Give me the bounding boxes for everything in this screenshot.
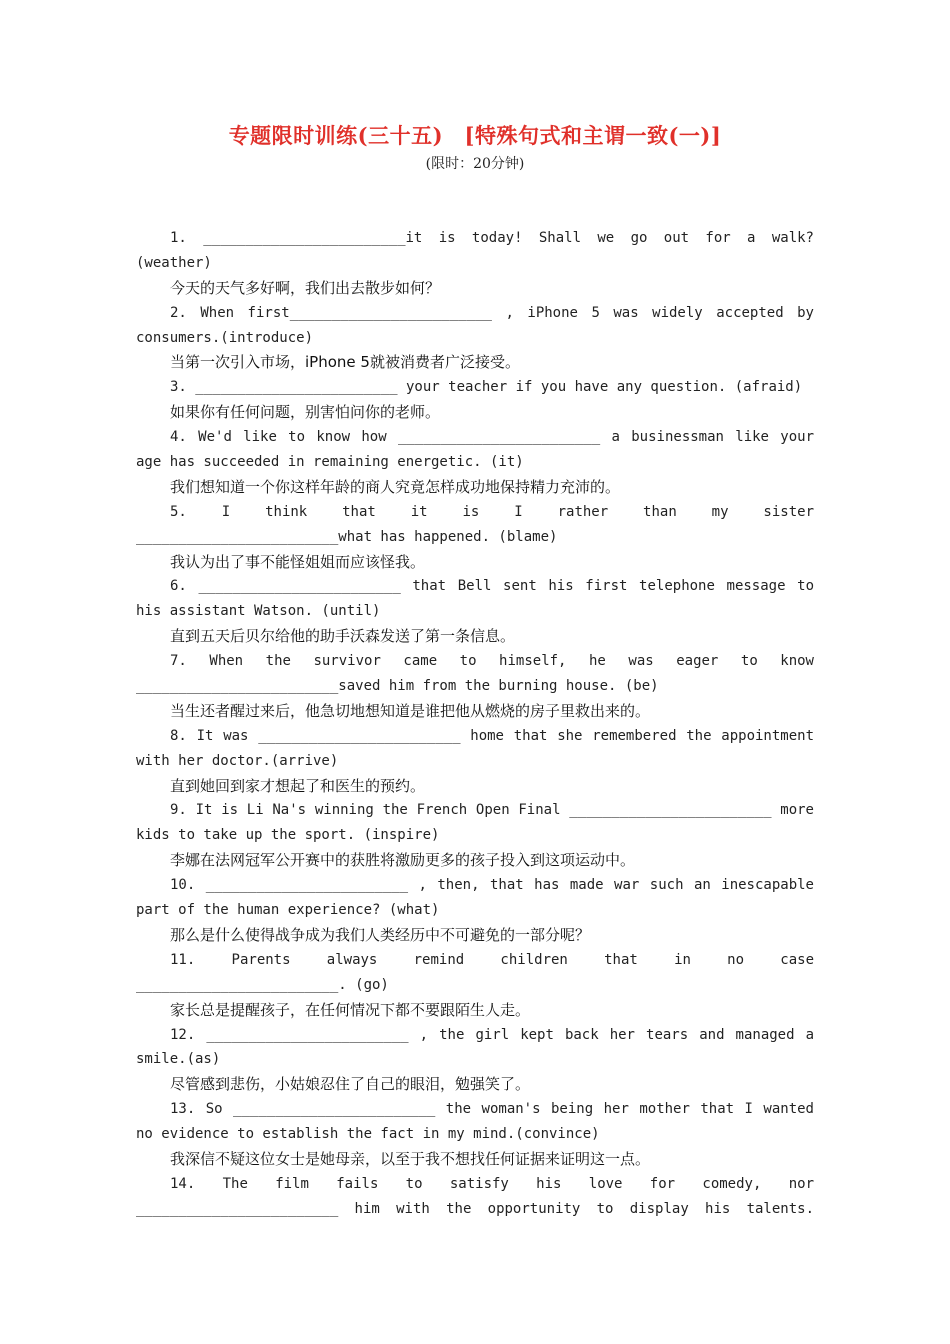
question-text: 5. I think that it is I rather than my sister: [170, 503, 814, 520]
chinese-translation: 家长总是提醒孩子，在任何情况下都不要跟陌生人走。: [170, 1000, 531, 1019]
question-item: [136, 226, 814, 301]
question-text: 3. ________________________ your teacher if you have any question. (afraid): [170, 379, 803, 396]
chinese-translation: 当第一次引入市场，iPhone 5就被消费者广泛接受。: [170, 353, 520, 372]
question-text-continued: age has succeeded in remaining energetic. (it): [136, 454, 524, 471]
question-text: 13. So ________________________ the woman's being her mother that I wanted: [170, 1101, 814, 1118]
question-text-continued: ________________________ him with the opportunity to display his talents.: [136, 1200, 814, 1217]
time-limit-note: (限时：20分钟): [425, 156, 525, 172]
question-item: [136, 1097, 814, 1172]
question-text: 4. We'd like to know how ________________________ a businessman like your: [170, 429, 814, 446]
question-item: [136, 574, 814, 649]
question-text: 6. ________________________ that Bell sent his first telephone message to: [170, 578, 814, 595]
question-item: [136, 1172, 814, 1222]
chinese-translation: 直到五天后贝尔给他的助手沃森发送了第一条信息。: [170, 627, 516, 646]
question-text: 2. When first________________________ , iPhone 5 was widely accepted by: [170, 304, 814, 321]
question-item: [136, 798, 814, 873]
question-item: [136, 948, 814, 1023]
question-text-continued: ________________________. (go): [136, 976, 389, 993]
question-text-continued: smile.(as): [136, 1051, 221, 1068]
question-text: 1. ________________________it is today! Shall we go out for a walk?: [170, 230, 814, 246]
question-text: 14. The film fails to satisfy his love for comedy, nor: [170, 1175, 814, 1192]
question-text: 9. It is Li Na's winning the French Open Final ________________________ more: [170, 802, 814, 819]
question-item: [136, 425, 814, 500]
question-item: [136, 375, 814, 425]
question-text-continued: his assistant Watson. (until): [136, 603, 381, 620]
chinese-translation: 李娜在法网冠军公开赛中的获胜将激励更多的孩子投入到这项运动中。: [170, 851, 636, 870]
chinese-translation: 当生还者醒过来后，他急切地想知道是谁把他从燃烧的房子里救出来的。: [170, 701, 651, 720]
page-title: 专题限时训练(三十五) [特殊句式和主谓一致(一)]: [228, 123, 722, 148]
chinese-translation: 今天的天气多好啊，我们出去散步如何？: [170, 278, 441, 297]
question-text-continued: (weather): [136, 254, 212, 271]
question-item: [136, 724, 814, 799]
chinese-translation: 那么是什么使得战争成为我们人类经历中不可避免的一部分呢？: [170, 925, 591, 944]
question-text: 11. Parents always remind children that in no case: [170, 951, 814, 968]
question-item: [136, 500, 814, 575]
question-text-continued: consumers.(introduce): [136, 329, 314, 346]
question-item: [136, 1023, 814, 1098]
question-text-continued: ________________________saved him from the burning house. (be): [136, 678, 659, 695]
question-text-continued: kids to take up the sport. (inspire): [136, 827, 440, 844]
chinese-translation: 我认为出了事不能怪姐姐而应该怪我。: [170, 552, 426, 571]
chinese-translation: 我深信不疑这位女士是她母亲，以至于我不想找任何证据来证明这一点。: [170, 1149, 651, 1168]
question-text-continued: part of the human experience? (what): [136, 902, 440, 919]
chinese-translation: 尽管感到悲伤，小姑娘忍住了自己的眼泪，勉强笑了。: [170, 1075, 531, 1094]
question-item: [136, 649, 814, 724]
question-text: 12. ________________________ , the girl kept back her tears and managed a: [170, 1026, 814, 1043]
question-text: 7. When the survivor came to himself, he was eager to know: [170, 653, 814, 670]
question-text-continued: with her doctor.(arrive): [136, 752, 339, 769]
question-text-continued: ________________________what has happened. (blame): [136, 528, 558, 545]
chinese-translation: 直到她回到家才想起了和医生的预约。: [170, 776, 426, 795]
question-list: [136, 226, 814, 1222]
question-text: 10. ________________________ , then, that has made war such an inescapable: [170, 877, 814, 894]
question-item: [136, 301, 814, 376]
question-text-continued: no evidence to establish the fact in my mind.(convince): [136, 1126, 600, 1143]
chinese-translation: 我们想知道一个你这样年龄的商人究竟怎样成功地保持精力充沛的。: [170, 477, 621, 496]
chinese-translation: 如果你有任何问题，别害怕问你的老师。: [170, 403, 441, 422]
question-item: [136, 873, 814, 948]
question-text: 8. It was ________________________ home that she remembered the appointment: [170, 727, 814, 744]
